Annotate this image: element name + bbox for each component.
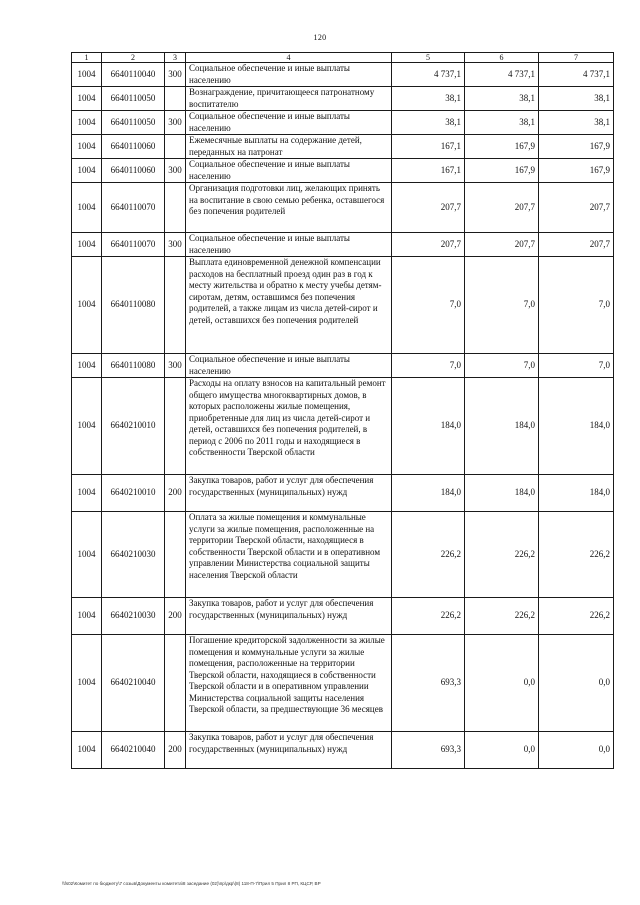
amount-year-3-cell: 38,1: [539, 111, 614, 135]
expense-kind-cell: 300: [165, 111, 186, 135]
target-code-cell: 6640210040: [102, 635, 165, 732]
section-cell: 1004: [72, 635, 102, 732]
target-code-cell: 6640110040: [102, 63, 165, 87]
target-code-cell: 6640110060: [102, 135, 165, 159]
item-name-cell: Социальное обеспечение и иные выплаты населению: [186, 233, 392, 257]
amount-year-3-cell: 0,0: [539, 732, 614, 769]
item-name-cell: Закупка товаров, работ и услуг для обеспечения государственных (муниципальных) нужд: [186, 732, 392, 769]
amount-year-2-cell: 226,2: [465, 598, 539, 635]
section-cell: 1004: [72, 63, 102, 87]
table-row: [72, 111, 614, 135]
amount-year-2-cell: 207,7: [465, 233, 539, 257]
table-row: [72, 512, 614, 598]
amount-year-3-cell: 167,9: [539, 159, 614, 183]
amount-year-2-cell: 38,1: [465, 111, 539, 135]
target-code-cell: 6640210010: [102, 475, 165, 512]
amount-year-3-cell: 226,2: [539, 598, 614, 635]
amount-year-1-cell: 184,0: [392, 378, 465, 475]
item-name-cell: Организация подготовки лиц, желающих принять на воспитание в свою семью ребенка, оставшегося без попечения родителей: [186, 183, 392, 233]
header-cell: 4: [186, 53, 392, 63]
target-code-cell: 6640110070: [102, 183, 165, 233]
target-code-cell: 6640110080: [102, 354, 165, 378]
expense-kind-cell: [165, 512, 186, 598]
table-row: [72, 598, 614, 635]
amount-year-1-cell: 226,2: [392, 512, 465, 598]
amount-year-1-cell: 167,1: [392, 135, 465, 159]
item-name-cell: Погашение кредиторской задолженности за жилые помещения и коммунальные услуги за жилые помещения, расположенные на территории Тверской области, находящиеся в собственности Тверской области и в оперативном управлении Министерства социальной защиты населения Тверской области, за предшествующие 36 месяцев: [186, 635, 392, 732]
page-number: 120: [313, 33, 327, 42]
expense-kind-cell: 300: [165, 63, 186, 87]
item-name-cell: Ежемесячные выплаты на содержание детей, переданных на патронат: [186, 135, 392, 159]
expense-kind-cell: 300: [165, 159, 186, 183]
table-row: [72, 63, 614, 87]
amount-year-3-cell: 184,0: [539, 378, 614, 475]
footer-file-path: \\fs02\Комитет по бюджету\7 созыв\Документы комитета\8 заседание (02)\пр\дкр\(8) 118-П-7\Прил 5 Прил 8 РП, КЦСР, ВР: [62, 881, 321, 886]
section-cell: 1004: [72, 512, 102, 598]
amount-year-2-cell: 0,0: [465, 732, 539, 769]
expense-kind-cell: 200: [165, 475, 186, 512]
amount-year-1-cell: 207,7: [392, 183, 465, 233]
amount-year-2-cell: 184,0: [465, 378, 539, 475]
table-row: [72, 475, 614, 512]
expense-kind-cell: 200: [165, 598, 186, 635]
table-row: [72, 183, 614, 233]
amount-year-3-cell: 7,0: [539, 354, 614, 378]
target-code-cell: 6640110050: [102, 87, 165, 111]
table-row: [72, 354, 614, 378]
amount-year-1-cell: 693,3: [392, 732, 465, 769]
amount-year-2-cell: 167,9: [465, 135, 539, 159]
expense-kind-cell: 200: [165, 732, 186, 769]
header-cell: 7: [539, 53, 614, 63]
table-row: [72, 635, 614, 732]
item-name-cell: Расходы на оплату взносов на капитальный ремонт общего имущества многоквартирных домов, в которых расположены жилые помещения, приобретенные для лиц из числа детей-сирот и детей, оставшихся без попечения родителей, в период с 2006 по 2011 годы и находящиеся в собственности Тверской области: [186, 378, 392, 475]
section-cell: 1004: [72, 111, 102, 135]
item-name-cell: Закупка товаров, работ и услуг для обеспечения государственных (муниципальных) нужд: [186, 475, 392, 512]
item-name-cell: Социальное обеспечение и иные выплаты населению: [186, 63, 392, 87]
section-cell: 1004: [72, 475, 102, 512]
target-code-cell: 6640110080: [102, 257, 165, 354]
target-code-cell: 6640110070: [102, 233, 165, 257]
amount-year-3-cell: 167,9: [539, 135, 614, 159]
section-cell: 1004: [72, 135, 102, 159]
item-name-cell: Социальное обеспечение и иные выплаты населению: [186, 111, 392, 135]
amount-year-1-cell: 38,1: [392, 111, 465, 135]
target-code-cell: 6640210030: [102, 512, 165, 598]
table-row: [72, 378, 614, 475]
section-cell: 1004: [72, 159, 102, 183]
table-body: [72, 53, 614, 769]
amount-year-3-cell: 7,0: [539, 257, 614, 354]
amount-year-3-cell: 4 737,1: [539, 63, 614, 87]
section-cell: 1004: [72, 233, 102, 257]
item-name-cell: Закупка товаров, работ и услуг для обеспечения государственных (муниципальных) нужд: [186, 598, 392, 635]
section-cell: 1004: [72, 598, 102, 635]
amount-year-1-cell: 4 737,1: [392, 63, 465, 87]
budget-table: [71, 52, 614, 769]
amount-year-2-cell: 7,0: [465, 354, 539, 378]
amount-year-3-cell: 38,1: [539, 87, 614, 111]
amount-year-3-cell: 226,2: [539, 512, 614, 598]
header-cell: 5: [392, 53, 465, 63]
table-row: [72, 159, 614, 183]
section-cell: 1004: [72, 732, 102, 769]
expense-kind-cell: [165, 135, 186, 159]
amount-year-2-cell: 167,9: [465, 159, 539, 183]
section-cell: 1004: [72, 354, 102, 378]
amount-year-3-cell: 207,7: [539, 233, 614, 257]
target-code-cell: 6640110050: [102, 111, 165, 135]
item-name-cell: Оплата за жилые помещения и коммунальные услуги за жилые помещения, расположенные на территории Тверской области, находящиеся в собственности Тверской области и в оперативном управлении Министерства социальной защиты населения Тверской области: [186, 512, 392, 598]
target-code-cell: 6640210030: [102, 598, 165, 635]
header-cell: 2: [102, 53, 165, 63]
amount-year-1-cell: 7,0: [392, 354, 465, 378]
amount-year-2-cell: 4 737,1: [465, 63, 539, 87]
target-code-cell: 6640210040: [102, 732, 165, 769]
expense-kind-cell: 300: [165, 354, 186, 378]
table-row: [72, 233, 614, 257]
target-code-cell: 6640110060: [102, 159, 165, 183]
amount-year-1-cell: 38,1: [392, 87, 465, 111]
expense-kind-cell: 300: [165, 233, 186, 257]
amount-year-1-cell: 184,0: [392, 475, 465, 512]
amount-year-2-cell: 184,0: [465, 475, 539, 512]
expense-kind-cell: [165, 87, 186, 111]
amount-year-1-cell: 7,0: [392, 257, 465, 354]
amount-year-2-cell: 226,2: [465, 512, 539, 598]
expense-kind-cell: [165, 257, 186, 354]
section-cell: 1004: [72, 87, 102, 111]
item-name-cell: Выплата единовременной денежной компенсации расходов на бесплатный проезд один раз в год к месту жительства и обратно к месту учебы детям-сиротам, детям, оставшимся без попечения родителей, а также лицам из числа детей-сирот и детей, оставшихся без попечения родителей: [186, 257, 392, 354]
expense-kind-cell: [165, 183, 186, 233]
amount-year-1-cell: 207,7: [392, 233, 465, 257]
amount-year-3-cell: 207,7: [539, 183, 614, 233]
amount-year-2-cell: 38,1: [465, 87, 539, 111]
expense-kind-cell: [165, 378, 186, 475]
amount-year-1-cell: 167,1: [392, 159, 465, 183]
expense-kind-cell: [165, 635, 186, 732]
item-name-cell: Социальное обеспечение и иные выплаты населению: [186, 354, 392, 378]
header-cell: 1: [72, 53, 102, 63]
section-cell: 1004: [72, 183, 102, 233]
amount-year-1-cell: 226,2: [392, 598, 465, 635]
header-cell: 6: [465, 53, 539, 63]
amount-year-3-cell: 0,0: [539, 635, 614, 732]
table-row: [72, 135, 614, 159]
header-cell: 3: [165, 53, 186, 63]
amount-year-2-cell: 207,7: [465, 183, 539, 233]
amount-year-2-cell: 0,0: [465, 635, 539, 732]
table-header-row: [72, 53, 614, 63]
amount-year-1-cell: 693,3: [392, 635, 465, 732]
item-name-cell: Социальное обеспечение и иные выплаты населению: [186, 159, 392, 183]
target-code-cell: 6640210010: [102, 378, 165, 475]
table-row: [72, 257, 614, 354]
table-row: [72, 87, 614, 111]
amount-year-2-cell: 7,0: [465, 257, 539, 354]
table-row: [72, 732, 614, 769]
amount-year-3-cell: 184,0: [539, 475, 614, 512]
section-cell: 1004: [72, 378, 102, 475]
section-cell: 1004: [72, 257, 102, 354]
item-name-cell: Вознаграждение, причитающееся патронатному воспитателю: [186, 87, 392, 111]
